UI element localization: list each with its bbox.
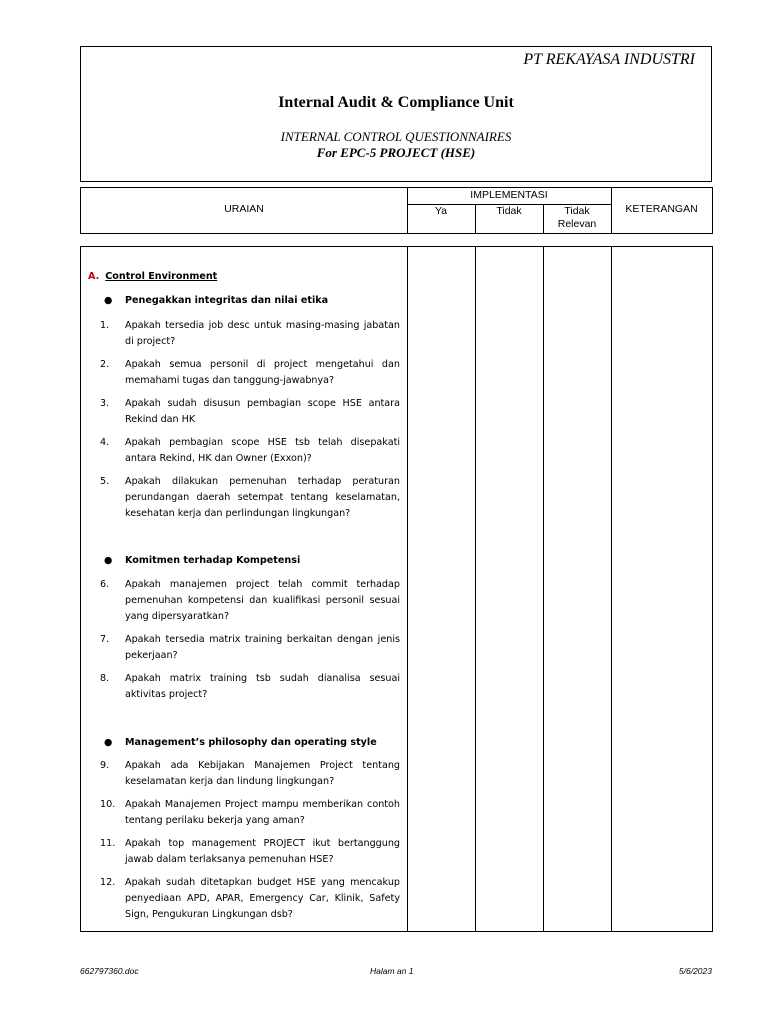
footer-page-number: Halam an 1 <box>370 966 414 976</box>
column-tidak-relevan-line2: Relevan <box>557 218 597 230</box>
question-item: 2. Apakah semua personil di project mengetahui dan memahami tugas dan tanggung-jawabnya? <box>100 359 400 386</box>
column-tidak: Tidak <box>496 205 522 217</box>
column-tidak-relevan-line1: Tidak <box>564 205 590 217</box>
question-item: 1. Apakah tersedia job desc untuk masing-masing jabatan di project? <box>100 320 400 347</box>
bullet-icon: ● <box>104 737 113 748</box>
column-uraian: URAIAN <box>224 203 264 215</box>
bullet-icon: ● <box>104 555 113 566</box>
questionnaire-title: INTERNAL CONTROL QUESTIONNAIRES <box>280 129 512 144</box>
bullet-icon: ● <box>104 295 113 306</box>
footer-filename: 662797360.doc <box>80 966 139 976</box>
column-keterangan: KETERANGAN <box>625 203 698 215</box>
question-item: 8. Apakah matrix training tsb sudah dianalisa sesuai aktivitas project? <box>100 673 400 700</box>
column-ya: Ya <box>434 205 448 217</box>
column-header-table <box>80 187 713 234</box>
document-header <box>80 46 712 182</box>
question-item: 7. Apakah tersedia matrix training berkaitan dengan jenis pekerjaan? <box>100 634 400 661</box>
section-heading <box>88 269 217 285</box>
divider <box>407 247 408 931</box>
column-implementasi: IMPLEMENTASI <box>470 189 548 201</box>
question-item: 3. Apakah sudah disusun pembagian scope HSE antara Rekind dan HK <box>100 398 400 425</box>
company-name: PT REKAYASA INDUSTRI <box>523 51 695 68</box>
column-tidak-relevan <box>543 205 611 231</box>
divider <box>475 247 476 931</box>
divider <box>543 247 544 931</box>
question-item: 9. Apakah ada Kebijakan Manajemen Project tentang keselamatan kerja dan lindung lingkungan? <box>100 760 400 787</box>
question-item: 6. Apakah manajemen project telah commit terhadap pemenuhan kompetensi dan kualifikasi personil sesuai yang dipersyaratkan? <box>100 579 400 622</box>
question-item: 11. Apakah top management PROJECT ikut bertanggung jawab dalam terlaksanya pemenuhan HSE? <box>100 838 400 865</box>
divider <box>611 247 612 931</box>
questionnaire-subtitle: For EPC-5 PROJECT (HSE) <box>316 145 476 160</box>
question-item: 10. Apakah Manajemen Project mampu memberikan contoh tentang perilaku bekerja yang aman? <box>100 799 400 826</box>
question-item: 5. Apakah dilakukan pemenuhan terhadap peraturan perundangan daerah setempat tentang keselamatan, kesehatan kerja dan perlindungan lingkungan? <box>100 476 400 519</box>
question-item: 12. Apakah sudah ditetapkan budget HSE yang mencakup penyediaan APD, APAR, Emergency Car, Klinik, Safety Sign, Pengukuran Lingkungan dsb? <box>100 877 400 920</box>
question-item: 4. Apakah pembagian scope HSE tsb telah disepakati antara Rekind, HK dan Owner (Exxon)? <box>100 437 400 464</box>
section-letter: A. <box>88 271 100 282</box>
questionnaire-content: A. Control Environment ● Penegakkan integritas dan nilai etika 1. Apakah tersedia job desc untuk masing-masing jabatan di project? 2. Apakah semua personil di project mengetahui dan memahami tugas dan tanggung-jawabnya? 3. Apakah sudah disusun pembagian scope HSE antara Rekind dan HK 4. Apakah pembagian scope HSE tsb telah disepakati antara Rekind, HK dan Owner (Exxon)? 5. Apakah dilakukan pemenuhan terhadap peraturan perundangan daerah setempat tentang keselamatan, kesehatan kerja dan perlindungan lingkungan? ● Komitmen terhadap Kompetensi 6. Apakah manajemen project telah commit terhadap pemenuhan kompetensi dan kualifikasi personil sesuai yang dipersyaratkan? 7. Apakah tersedia matrix training berkaitan dengan jenis pekerjaan? 8. Apakah matrix training tsb sudah dianalisa sesuai aktivitas project? ● Management’s philosophy dan operating style 9. Apakah ada Kebijakan Manajemen Project tentang keselamatan kerja dan lindung lingkungan? 10. Apakah Manajemen Project mampu memberikan contoh tentang perilaku bekerja yang aman? 11. Apakah top management PROJECT ikut bertanggung jawab dalam terlaksanya pemenuhan HSE? 12. Apakah sudah ditetapkan budget HSE yang mencakup penyediaan APD, APAR, Emergency Car, Klinik, Safety Sign, Pengukuran Lingkungan dsb? <box>84 246 400 932</box>
footer-date: 5/6/2023 <box>678 966 712 976</box>
section-title: Control Environment <box>105 271 218 282</box>
unit-title: Internal Audit & Compliance Unit <box>278 94 514 111</box>
